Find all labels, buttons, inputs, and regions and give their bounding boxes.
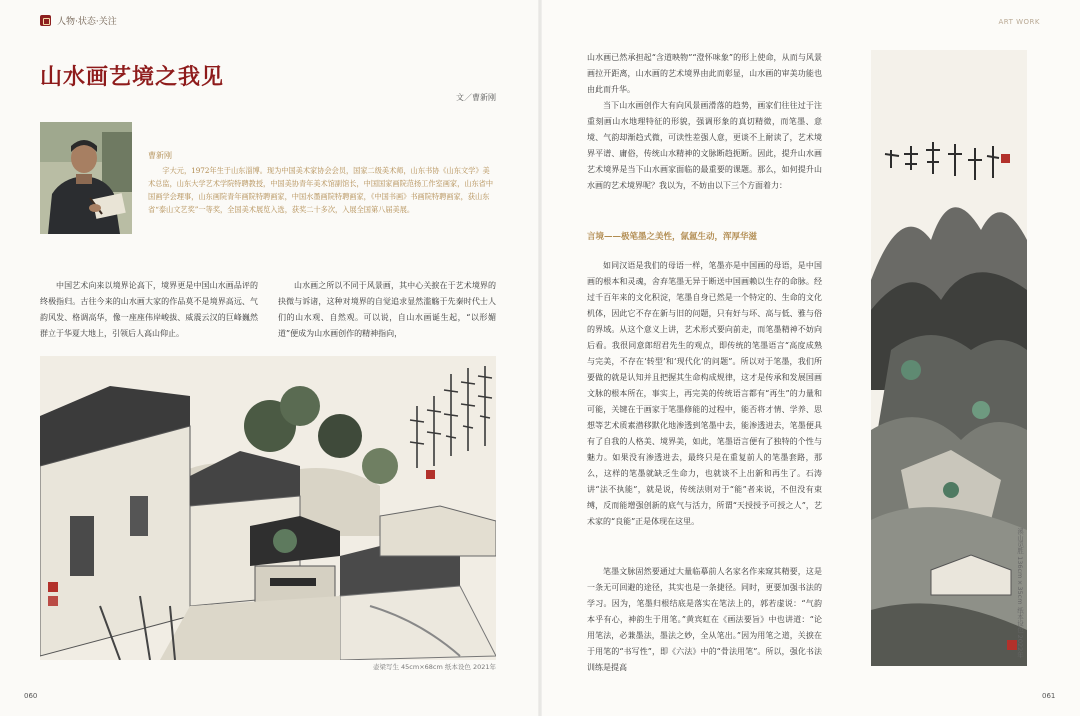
author-portrait (40, 122, 132, 234)
page-number-right: 061 (1042, 692, 1056, 700)
painting-right (871, 50, 1027, 666)
page-number-left: 060 (24, 692, 38, 700)
section-header (40, 14, 117, 27)
page-gutter (538, 0, 542, 716)
section-header-right: ART WORK (998, 18, 1040, 26)
body-paragraph-4: 当下山水画创作大有向风景画滑落的趋势，画家们往往过于注重刻画山水地理特征的形貌，强调形象的真切精微，而笔墨、意境、气韵却渐趋式微，可读性差强人意，更谈不上耐读了，艺术境界平谱、庸俗，传统山水精神的文脉断趋扼断。因此，提升山水画艺术境界是当下山水画家面临的最重要的课题。那么，如何提升山水画的艺术境界呢？我以为，不妨由以下三个方面着力： (587, 101, 822, 190)
body-paragraph-2: 山水画之所以不同于风景画，其中心关捩在于艺术境界的抉微与诉诸，这种对境界的自觉追求显然滥觞于先秦时代士人们的山水观、自然观。可以说，自山水画诞生起，“以形媚道”便成为山水画创作的精神指向， (278, 281, 496, 338)
painting-left (40, 356, 496, 660)
painting-right-caption: 溪山觅胜 136cm×35cm 纸本设色 2022年 (1016, 528, 1024, 658)
author-bio: 字大元，1972年生于山东淄博。现为中国美术家协会会员，国家二级美术师，山东书协《山东文学》美术总监，山东大学艺术学院特聘教授，中国美协青年美术馆副馆长，中国国家画院范扬工作室画家，山东省中国画学会理事，山东画院青年画院特聘画家，中国水墨画院特聘画家，《中国书画》书画院特聘画家，获山东省“泰山文艺奖”一等奖，全国美术展览入选，获奖二十多次，入展全国第八届美展。 (148, 166, 494, 214)
section-label: 人物·状态·关注 (57, 17, 117, 27)
article-title: 山水画艺境之我见 (40, 64, 225, 90)
magazine-logo-icon (40, 15, 51, 26)
body-paragraph-1: 中国艺术向来以境界论高下，境界更是中国山水画品评的终极指归。古往今来的山水画大家的作品莫不是境界高远、气韵风发、格调高华，像一座座伟岸峻拔、威震云汉的巨峰巍然群立于华夏大地上，引领后人高山仰止。 (40, 281, 258, 338)
section-subheading: 言境——极笔墨之美性，氤氲生动，浑厚华滋 (587, 232, 758, 242)
body-paragraph-6: 笔墨文脉固然要通过大量临摹前人名家名作来窥其精要，这是一条无可回避的途径，其实也是一条捷径。同时，更要加强书法的学习。因为，笔墨归根结底是落实在笔法上的，郭若虚说：“气韵本乎有心，神韵生于用笔。”黄宾虹在《画法要旨》中也讲道：“论用笔法，必兼墨法，墨法之妙，全从笔出。”因为用笔之道，关捩在于用笔的“书写性”，即《六法》中的“骨法用笔”。所以，强化书法训练是提高 (587, 567, 822, 672)
painting-left-caption: 壶梁写生 45cm×68cm 纸本设色 2021年 (372, 663, 496, 671)
body-paragraph-3: 山水画已然承担起“含道映物”“澄怀味象”的形上使命，从而与风景画拉开距离，山水画的艺术境界由此而彰显，山水画的审美功能也由此而升华。 (587, 53, 822, 94)
body-paragraph-5: 如同汉语是我们的母语一样，笔墨亦是中国画的母语，是中国画的根本和灵魂，舍弃笔墨无异于断送中国画赖以生存的命脉。经过千百年来的文化积淀，笔墨自身已然是一个特定的、生命的文化机体，因此它不存在新与旧的问题，只有好与坏、高与低、雅与俗的界域。从这个意义上讲，艺术形式要向前走，而笔墨精神不妨向后看。我很同意郎绍君先生的观点，即传统的笔墨语言“高度成熟与完美，不存在‘转型’和‘现代化’的问题”。所以对于笔墨，我们所要做的就是认知并且把握其生命构成规律，这才是传承和发展国画文脉的根本所在，事实上，再完美的传统语言都有“再生”的力量和可能，关键在于画家于笔墨修能的过程中，能否将才情、学养、思想等艺术质素潜移默化地渗透到笔墨中去，能渗透进去，笔墨便具有了自我的人格美、境界美，如此，笔墨语言便有了独特的个性与魅力。如果没有渗透进去，最终只是在重复前人的笔墨套路，那么，这样的笔墨就缺乏生命力，也就谈不上出新和再生了。石涛讲“法不执能”，就是说，传统法则对于“能”者来说，不但没有束缚，反而能增强创新的底气与活力，所谓“天授授予可授之人”，艺术家的“良能”正是体现在这里。 (587, 261, 822, 526)
bio-name: 曹新刚 (148, 151, 172, 160)
byline: 文／曹新刚 (456, 93, 496, 102)
